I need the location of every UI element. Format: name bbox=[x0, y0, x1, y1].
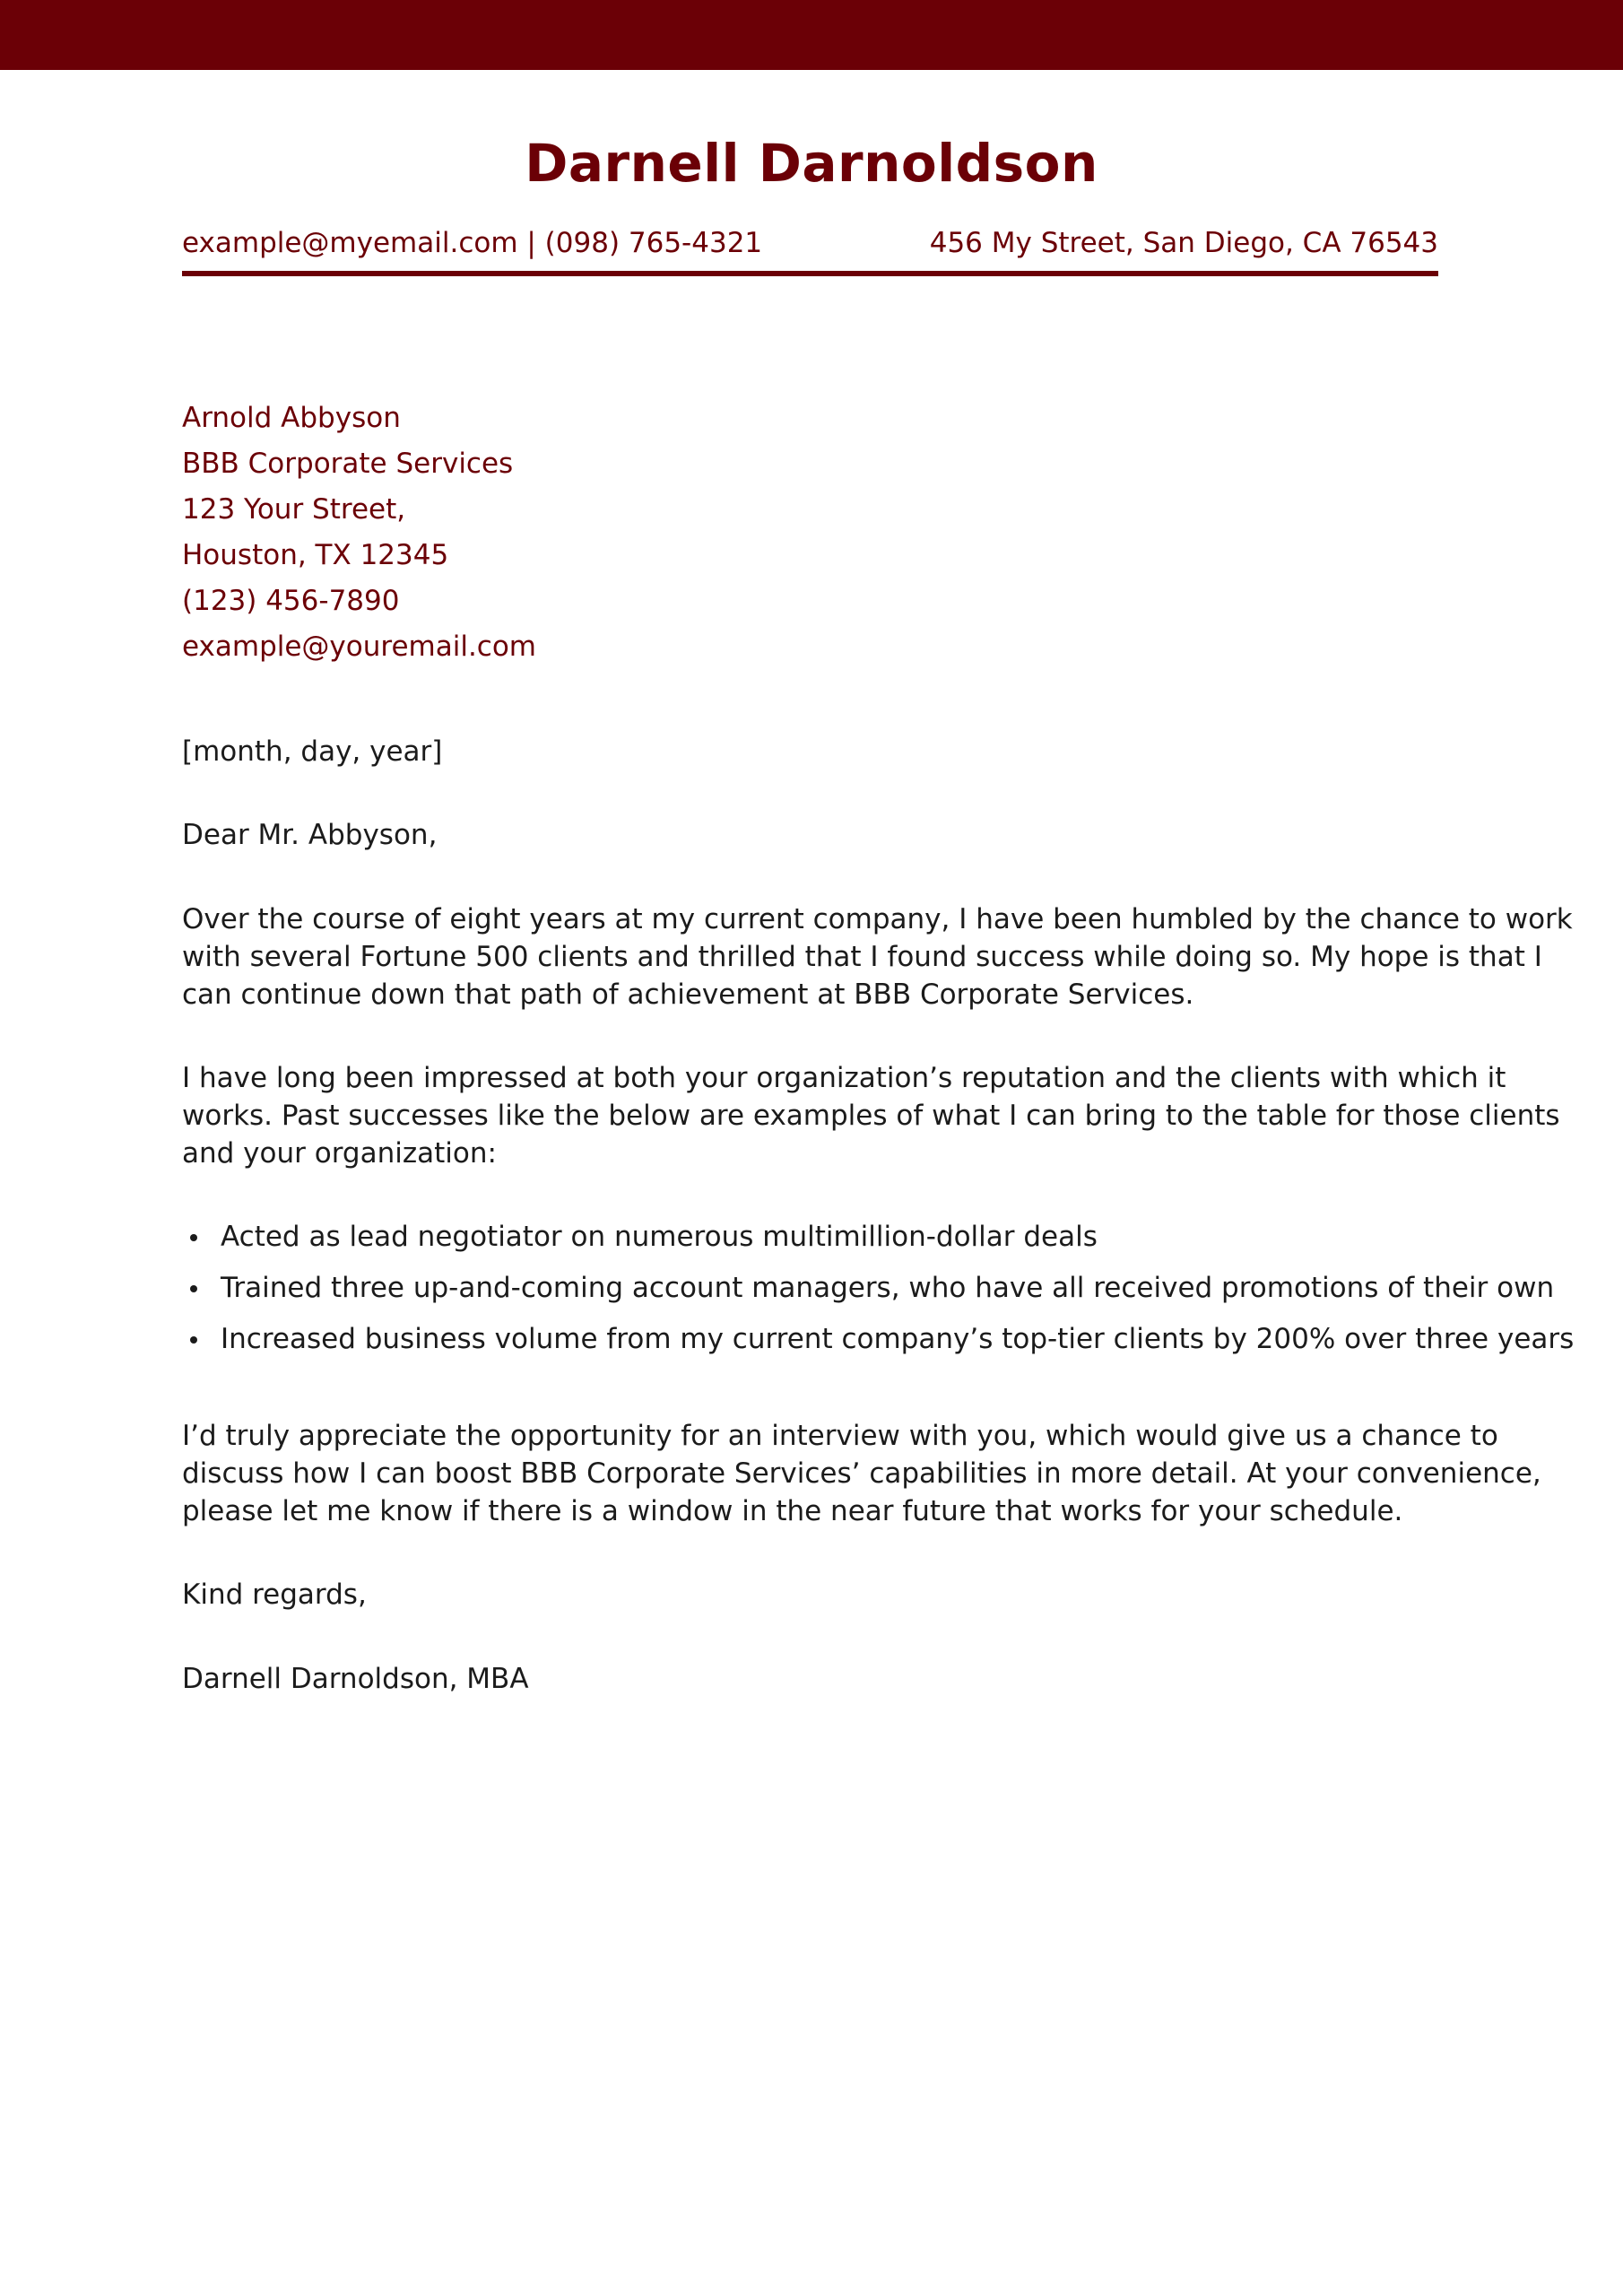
recipient-city: Houston, TX 12345 bbox=[182, 539, 449, 571]
paragraph-line: I have long been impressed at both your organization’s reputation and the clients with which it bbox=[182, 1062, 1506, 1094]
recipient-street: 123 Your Street, bbox=[182, 493, 406, 526]
letter-signature: Darnell Darnoldson, MBA bbox=[182, 1663, 529, 1695]
sender-email-phone: example@myemail.com | (098) 765-4321 bbox=[182, 227, 763, 259]
recipient-company: BBB Corporate Services bbox=[182, 448, 514, 480]
paragraph-line: please let me know if there is a window in the near future that works for your schedule. bbox=[182, 1495, 1403, 1527]
header-divider bbox=[182, 271, 1438, 276]
paragraph-1 bbox=[182, 900, 1573, 1013]
list-item bbox=[182, 1314, 1575, 1365]
sender-name: Darnell Darnoldson bbox=[525, 133, 1098, 194]
letter-date: [month, day, year] bbox=[182, 735, 443, 768]
bullet-icon bbox=[190, 1234, 197, 1241]
sender-contact-row bbox=[182, 222, 1438, 264]
paragraph-2 bbox=[182, 1059, 1560, 1172]
sender-address: 456 My Street, San Diego, CA 76543 bbox=[929, 227, 1438, 259]
paragraph-line: I’d truly appreciate the opportunity for an interview with you, which would give us a chance to bbox=[182, 1420, 1498, 1452]
recipient-email: example@youremail.com bbox=[182, 631, 537, 663]
paragraph-line: discuss how I can boost BBB Corporate Services’ capabilities in more detail. At your convenience, bbox=[182, 1457, 1541, 1490]
bullet-icon bbox=[190, 1336, 197, 1344]
header-band bbox=[0, 0, 1623, 70]
list-item-text: Trained three up-and-coming account managers, who have all received promotions of their own bbox=[221, 1272, 1555, 1304]
paragraph-line: works. Past successes like the below are examples of what I can bring to the table for those clients bbox=[182, 1100, 1560, 1132]
paragraph-line: Over the course of eight years at my current company, I have been humbled by the chance to work bbox=[182, 903, 1573, 935]
paragraph-3 bbox=[182, 1417, 1541, 1530]
letter-closing: Kind regards, bbox=[182, 1578, 367, 1611]
recipient-phone: (123) 456-7890 bbox=[182, 585, 400, 617]
bullet-icon bbox=[190, 1285, 197, 1292]
achievements-list bbox=[182, 1212, 1575, 1365]
recipient-block bbox=[182, 396, 536, 670]
paragraph-line: with several Fortune 500 clients and thrilled that I found success while doing so. My hope is that I bbox=[182, 941, 1542, 973]
list-item bbox=[182, 1212, 1455, 1263]
recipient-name: Arnold Abbyson bbox=[182, 402, 401, 434]
list-item-text: Increased business volume from my current company’s top-tier clients by 200% over three years bbox=[221, 1323, 1575, 1355]
letter-salutation: Dear Mr. Abbyson, bbox=[182, 819, 438, 851]
paragraph-line: and your organization: bbox=[182, 1137, 497, 1170]
paragraph-line: can continue down that path of achievement at BBB Corporate Services. bbox=[182, 978, 1194, 1011]
list-item-text: Acted as lead negotiator on numerous multimillion-dollar deals bbox=[221, 1221, 1098, 1253]
list-item bbox=[182, 1263, 1555, 1314]
